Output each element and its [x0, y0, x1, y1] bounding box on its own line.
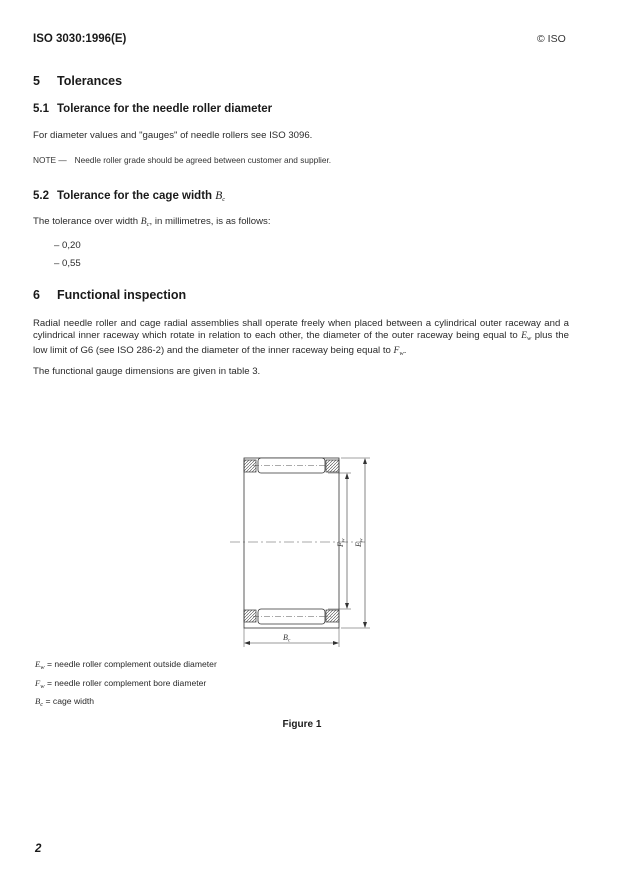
section-5-1-text: For diameter values and "gauges" of needle rollers see ISO 3096. [33, 130, 313, 141]
figure-1-drawing [225, 448, 385, 653]
assembly-outline [244, 458, 339, 628]
note [33, 155, 331, 165]
symbol-fw: $F_w$ [393, 345, 404, 357]
standard-id: ISO 3030:1996(E) [33, 33, 127, 45]
legend-item [35, 696, 94, 708]
cage-section [326, 610, 339, 622]
legend-symbol: $F_w$ [35, 678, 45, 690]
legend-text: = needle roller complement outside diameter [44, 659, 217, 669]
legend-symbol: $B_c$ [35, 696, 44, 708]
cage-section [326, 460, 339, 472]
legend-item [35, 678, 206, 690]
arrow-up-icon [363, 458, 367, 464]
tolerance-value: – 0,55 [54, 258, 81, 269]
arrow-down-icon [363, 622, 367, 628]
legend-item [35, 659, 217, 671]
arrow-right-icon [333, 641, 339, 645]
gauge-sentence: The functional gauge dimensions are given in table 3. [33, 366, 261, 377]
section-title: Functional inspection [57, 288, 187, 302]
legend-symbol: $E_w$ [35, 659, 45, 671]
cage-section [244, 460, 256, 472]
arrow-down-icon [345, 603, 349, 609]
tolerance-value: – 0,20 [54, 240, 81, 251]
section-5-1-heading [33, 103, 272, 115]
figure-caption: Figure 1 [282, 719, 322, 730]
arrow-up-icon [345, 473, 349, 479]
section-6-paragraph: Radial needle roller and cage radial assemblies shall operate freely when placed between a cylindrical outer raceway and a cylindrical inner raceway which rotate in relation to each other, the diameter of the outer raceway being equal to $E_w$ plus the low limit of G6 (see ISO 286-2) and the diameter of the inner raceway being equal to $F_w$. [33, 318, 569, 357]
section-number: 6 [33, 288, 40, 302]
arrow-left-icon [244, 641, 250, 645]
symbol-bc: $B_c$ [215, 190, 226, 203]
label-bc: Bc [283, 633, 291, 644]
section-5-2-heading [33, 190, 225, 203]
cage-section [244, 610, 256, 622]
symbol-ew: $E_w$ [521, 330, 532, 342]
legend-text: = needle roller complement bore diameter [44, 678, 207, 688]
section-5-heading [33, 74, 122, 88]
section-title: Tolerance for the cage width [57, 190, 216, 202]
note-text: Needle roller grade should be agreed between customer and supplier. [74, 155, 332, 165]
section-5-2-text: The tolerance over width $B_c$, in millimetres, is as follows: [33, 216, 271, 228]
note-label: NOTE — [33, 155, 67, 165]
section-6-heading [33, 288, 186, 302]
label-ew: Ew [354, 538, 365, 547]
section-number: 5.2 [33, 190, 49, 202]
page-number: 2 [35, 843, 42, 855]
symbol-bc: $B_c$ [140, 216, 150, 228]
copyright-mark: © ISO [537, 33, 566, 45]
legend-text: = cage width [43, 696, 95, 706]
section-number: 5 [33, 74, 40, 88]
section-title: Tolerances [57, 74, 123, 88]
section-number: 5.1 [33, 103, 49, 115]
label-fw: Fw [336, 538, 347, 547]
section-title: Tolerance for the needle roller diameter [57, 103, 273, 115]
